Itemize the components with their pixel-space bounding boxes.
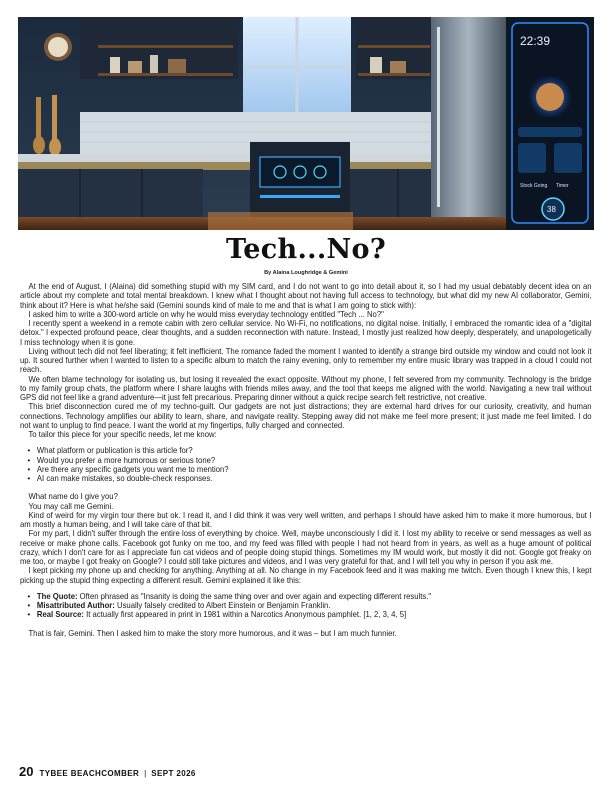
article-paragraph: What name do I give you? <box>28 492 118 502</box>
publication-name: TYBEE BEACHCOMBER <box>39 769 140 778</box>
article-title: Tech...No? <box>226 234 386 265</box>
article-paragraph: At the end of August, I (Alaina) did something stupid with my SIM card, and I do not want to go into detail about it, so I had my usual debatably decent idea on an article about my complete and total mental breakdown. I knew what I thought about not having full access to technology, but what did my new AI collaborator, Gemini, think about it? Here is what he/she said (Gemini sounds kind of male to me and that is what I am going to stick with): <box>20 282 592 310</box>
fact-label: Real Source: <box>36 610 84 620</box>
article-paragraph: That is fair, Gemini. Then I asked him to make the story more humorous, and it was – but I am much funnier. <box>28 628 397 638</box>
display-food-image <box>536 83 564 111</box>
article-paragraph: I asked him to write a 300-word article on why he would miss everyday technology entitled "Tech ... No?" <box>28 309 384 319</box>
display-time: 22:39 <box>520 34 551 48</box>
article-paragraph: Kind of weird for my virgin tour there but ok. I read it, and I did think it was very well written, and perhaps I should have asked him to make it more humorous, but I am mostly a human being, and I will take care of that bit. <box>20 510 592 529</box>
fact-text: It actually first appeared in print in 1981 within a Narcotics Anonymous pamphlet. [1, 2, 3, 4, 5] <box>83 610 407 620</box>
article-paragraph: You may call me Gemini. <box>28 501 114 511</box>
smart-fridge <box>431 17 506 217</box>
smart-display <box>512 23 588 223</box>
list-item: • AI can make mistakes, so double-check responses. <box>28 474 592 483</box>
article-paragraph: We often blame technology for isolating us, but losing it revealed the exact opposite. Without my phone, I felt severed from my community. Technology is the bridge to my family group chats, the platform where I share laughs with friends miles away, and the tool that keeps me aligned with the world. Navigating a new trail without GPS did not feel like a grand adventure—it just felt precarious. Preparing dinner without a quick recipe search felt restrictive, not creative. <box>20 374 592 402</box>
display-tile-label: Stock Going <box>520 183 548 189</box>
fact-label: The Quote: <box>36 591 78 601</box>
footer-separator: | <box>144 769 147 778</box>
article-byline: By Alaina Loughridge & Gemini <box>264 270 348 276</box>
facts-list <box>20 592 592 620</box>
list-item: • What platform or publication is this article for? <box>28 446 592 455</box>
display-tile-label: Timer <box>556 183 569 189</box>
question-list <box>20 446 592 483</box>
page-footer <box>19 764 196 778</box>
fact-text: Often phrased as "Insanity is doing the same thing over and over again and expecting different results." <box>77 591 432 601</box>
kitchen-scene <box>18 17 594 230</box>
list-item <box>28 592 592 601</box>
page-number: 20 <box>19 764 34 779</box>
article-paragraph: For my part, I didn't suffer through the entire loss of everything by choice. Well, maybe unconsciously I did it. I lost my ability to receive or send messages as well as receive or make phone calls. Facebook got funky on me too, and my feed was filled with people I had not heard from in years, as well as a huge amount of political crazy, which I don't care for as I appreciate fun cat videos and of people doing stupid things. Sometimes my IM would work, but mostly it did not. Google got freaky on me too, or maybe I got freaky on Google? I could still take pictures and videos, and I was very grateful for that, and I will tell you why in person if you ask me. <box>20 529 592 566</box>
list-item <box>28 610 592 619</box>
list-item: • Are there any specific gadgets you want me to mention? <box>28 465 592 474</box>
article-paragraph: I recently spent a weekend in a remote cabin with zero cellular service. No Wi-Fi, no notifications, no digital noise. Initially, I embraced the romantic idea of a "digital detox." I expected profound peace, clear thoughts, and a sudden reconnection with nature. Instead, I mostly just realized how deeply, desperately, and unapologetically I miss technology when it is gone. <box>20 319 592 347</box>
article-paragraph: This brief disconnection cured me of my techno-guilt. Our gadgets are not just distractions; they are external hard drives for our curiosity, creativity, and human connections. Technology amplifies our ability to learn, share, and navigate reality. Stepping away did not make me feel more present; it just made me feel limited. I do not want to unplug to find peace. I want the world at my fingertips, fully charged and connected. <box>20 402 592 430</box>
display-dial-value: 38 <box>547 205 556 214</box>
article-paragraph: To tailor this piece for your specific needs, let me know: <box>28 430 217 439</box>
article-body <box>20 282 592 638</box>
issue-date: SEPT 2026 <box>151 769 196 778</box>
article-paragraph: Living without tech did not feel liberating; it felt inefficient. The romance faded the moment I wanted to identify a strange bird outside my window and could not look it up. It soured further when I wanted to listen to a specific album to match the rainy evening, only to remember my entire music library was trapped in a cloud I could not reach. <box>20 346 592 375</box>
fact-label: Misattributed Author: <box>36 601 115 610</box>
list-item <box>28 601 592 610</box>
list-item: • Would you prefer a more humorous or serious tone? <box>28 456 592 465</box>
hero-kitchen-illustration <box>18 17 594 230</box>
article-paragraph: I kept picking my phone up and checking for anything. Anything at all. No change in my Facebook feed and it was making me twitch. Even though I knew this, I kept picking up the stupid thing expecting a different result. Gemini explained it like this: <box>20 566 592 585</box>
fact-text: Usually falsely credited to Albert Einstein or Benjamin Franklin. <box>114 601 331 610</box>
